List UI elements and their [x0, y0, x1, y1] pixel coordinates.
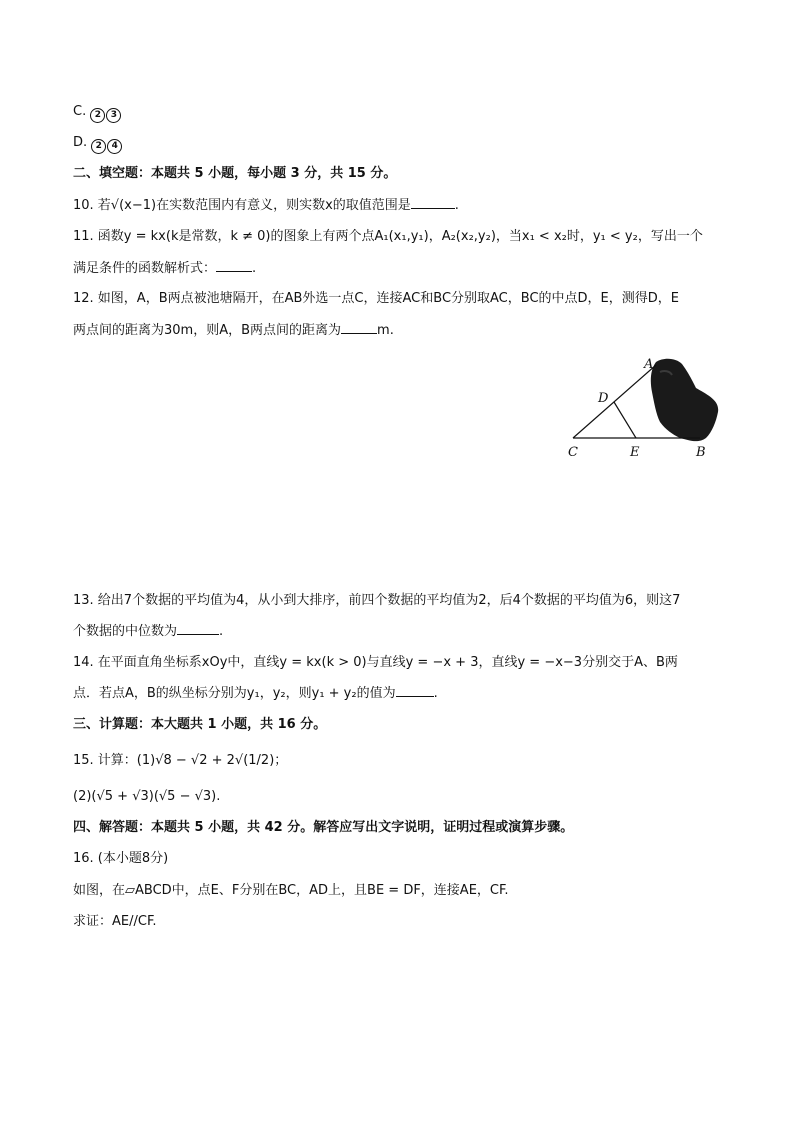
- question-14-line-1: 14. 在平面直角坐标系xOy中，直线y = kx(k > 0)与直线y = −x + 3，直线y = −x−3分别交于A、B两: [73, 655, 678, 670]
- question-14-tail: .: [433, 686, 438, 701]
- section2-heading: 二、填空题：本题共 5 小题，每小题 3 分，共 15 分。: [73, 166, 397, 181]
- question-11-tail: .: [252, 261, 257, 276]
- question-15-line-2: (2)(√5 + √3)(√5 − √3).: [73, 789, 221, 804]
- question-10: [73, 196, 459, 215]
- question-10-tail: .: [454, 198, 459, 213]
- option-d-prefix: D.: [73, 135, 92, 150]
- question-13-line-2: [73, 622, 223, 641]
- question-13-text: 个数据的中位数为: [73, 624, 178, 639]
- option-c-prefix: C.: [73, 104, 91, 119]
- option-d: [73, 134, 123, 154]
- question-12-line-1: 12. 如图，A，B两点被池塘隔开，在AB外选一点C，连接AC和BC分别取AC，BC的中点D，E，测得D，E: [73, 291, 679, 306]
- label-d: D: [598, 391, 609, 406]
- section4-heading: 四、解答题：本题共 5 小题，共 42 分。解答应写出文字说明，证明过程或演算步骤。: [73, 820, 574, 835]
- option-c-mark-2: 3: [106, 108, 121, 123]
- answer-blank-10: [411, 196, 455, 209]
- answer-blank-13: [177, 622, 219, 635]
- question-12-tail: m.: [377, 323, 394, 338]
- question-14-text: 点．若点A，B的纵坐标分别为y₁，y₂，则y₁ + y₂的值为: [73, 686, 396, 701]
- question-16-body: 如图，在▱ABCD中，点E、F分别在BC，AD上，且BE = DF，连接AE，CF.: [73, 883, 509, 898]
- question-10-text: 10. 若√(x−1)在实数范围内有意义，则实数x的取值范围是: [73, 198, 411, 213]
- question-13-line-1: 13. 给出7个数据的平均值为4，从小到大排序，前四个数据的平均值为2，后4个数据的平均值为6，则这7: [73, 593, 681, 608]
- option-c: [73, 103, 122, 123]
- question-14-line-2: [73, 684, 438, 703]
- option-d-mark-2: 4: [107, 139, 122, 154]
- question-16-title: 16. (本小题8分): [73, 851, 169, 866]
- answer-blank-11: [216, 259, 252, 272]
- question-12-text: 两点间的距离为30m，则A，B两点间的距离为: [73, 323, 342, 338]
- question-11-line-2: [73, 259, 256, 278]
- label-b: B: [696, 445, 706, 460]
- segment-de: [614, 402, 636, 438]
- figure-svg: [560, 352, 730, 464]
- label-e: E: [630, 445, 640, 460]
- question-11-text: 满足条件的函数解析式：: [73, 261, 217, 276]
- question-15-line-1: 15. 计算：(1)√8 − √2 + 2√(1/2)；: [73, 753, 288, 768]
- pond-triangle-figure: [560, 352, 730, 464]
- answer-blank-12: [341, 321, 377, 334]
- option-c-mark-1: 2: [90, 108, 105, 123]
- question-11-line-1: 11. 函数y = kx(k是常数，k ≠ 0)的图象上有两个点A₁(x₁,y₁)，A₂(x₂,y₂)，当x₁ < x₂时，y₁ < y₂，写出一个: [73, 229, 703, 244]
- question-13-tail: .: [219, 624, 224, 639]
- segment-ca: [573, 365, 656, 438]
- label-c: C: [568, 445, 578, 460]
- option-d-mark-1: 2: [91, 139, 106, 154]
- question-16-prove: 求证：AE//CF.: [73, 914, 157, 929]
- question-12-line-2: [73, 321, 394, 340]
- section3-heading: 三、计算题：本大题共 1 小题，共 16 分。: [73, 717, 327, 732]
- answer-blank-14: [396, 684, 434, 697]
- label-a: A: [644, 357, 654, 372]
